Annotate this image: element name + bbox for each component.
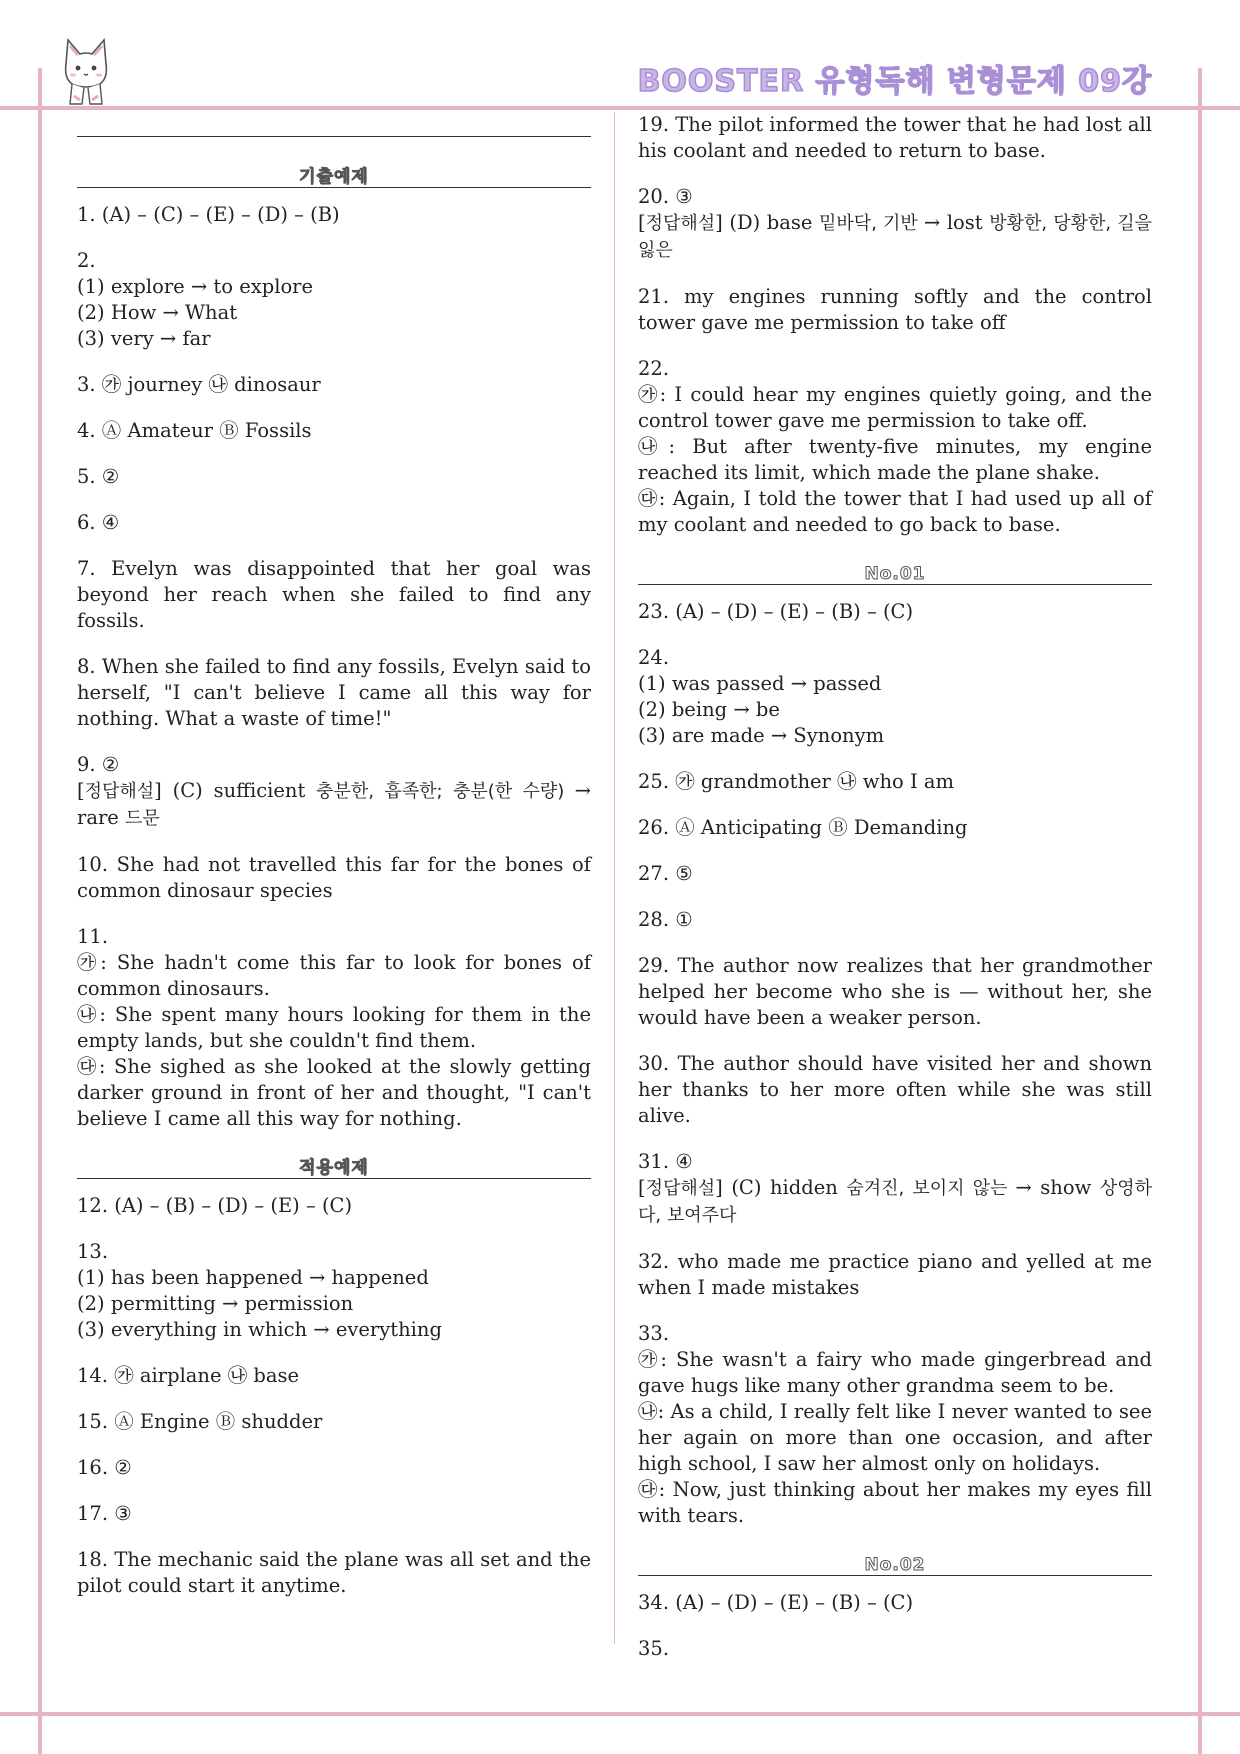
answer-line: 18. The mechanic said the plane was all set and the pilot could start it anytime.: [77, 1548, 591, 1597]
answer-line: ㉰: Again, I told the tower that I had used up all of my coolant and needed to go back to base.: [638, 487, 1152, 536]
answer-line: 2.: [77, 249, 96, 272]
answer-item: [77, 248, 591, 352]
answer-item: [638, 184, 1152, 264]
answer-line: 24.: [638, 646, 670, 669]
answer-line: 20. ③: [638, 185, 693, 208]
answer-line: 14. ㉮ airplane ㉯ base: [77, 1364, 300, 1387]
answer-line: 30. The author should have visited her and shown her thanks to her more often while she was still alive.: [638, 1052, 1152, 1127]
answer-item: [638, 953, 1152, 1031]
answer-line: 26. Ⓐ Anticipating Ⓑ Demanding: [638, 816, 968, 839]
answer-line: 5. ②: [77, 465, 120, 488]
answer-line: (3) are made → Synonym: [638, 724, 885, 747]
right-column: [638, 112, 1152, 1682]
answer-item: [77, 464, 591, 490]
answer-item: [77, 372, 591, 398]
frame-line-left: [38, 68, 42, 1754]
answer-item: [77, 1501, 591, 1527]
answer-item: [77, 654, 591, 732]
answer-line: 31. ④: [638, 1150, 693, 1173]
answer-line: [정답해설] (C) hidden 숨겨진, 보이지 않는 → show 상영하다, 보여주다: [638, 1176, 1152, 1226]
answer-line: 16. ②: [77, 1456, 132, 1479]
right-intro-items: [638, 112, 1152, 538]
answer-line: ㉮: She hadn't come this far to look for bones of common dinosaurs.: [77, 951, 591, 1000]
answer-line: (1) explore → to explore: [77, 275, 314, 298]
answer-line: ㉮: She wasn't a fairy who made gingerbread and gave hugs like many other grandma seem to be.: [638, 1348, 1152, 1397]
section-header: [638, 1549, 1152, 1576]
answer-item: [77, 1363, 591, 1389]
answer-item: [638, 356, 1152, 538]
frame-line-top: [0, 106, 1240, 110]
answer-item: [638, 1321, 1152, 1529]
answer-item: [77, 510, 591, 536]
answer-line: (3) very → far: [77, 327, 211, 350]
section-label: 적용예제: [299, 1158, 369, 1178]
section-label: 기출예제: [299, 167, 369, 187]
answer-item: [77, 1239, 591, 1343]
answer-line: 9. ②: [77, 753, 120, 776]
answer-item: [638, 599, 1152, 625]
answer-line: (2) being → be: [638, 698, 780, 721]
answer-line: 15. Ⓐ Engine Ⓑ shudder: [77, 1410, 323, 1433]
answer-line: 17. ③: [77, 1502, 132, 1525]
answer-item: [638, 769, 1152, 795]
answer-line: 6. ④: [77, 511, 120, 534]
answer-item: [77, 202, 591, 228]
answer-line: ㉰: She sighed as she looked at the slowly getting darker ground in front of her and thought, "I can't believe I came all this way for nothing.: [77, 1055, 591, 1130]
answer-line: 23. (A) – (D) – (E) – (B) – (C): [638, 600, 914, 623]
header-title: BOOSTER 유형독해 변형문제 09강: [637, 64, 1152, 99]
answer-line: 12. (A) – (B) – (D) – (E) – (C): [77, 1194, 353, 1217]
answer-line: 3. ㉮ journey ㉯ dinosaur: [77, 373, 321, 396]
column-divider: [614, 112, 615, 1644]
answer-item: [77, 924, 591, 1132]
answer-line: 29. The author now realizes that her grandmother helped her become who she is — without her, she would have been a weaker person.: [638, 954, 1152, 1029]
answer-item: [638, 1636, 1152, 1662]
answer-line: 1. (A) – (C) – (E) – (D) – (B): [77, 203, 340, 226]
answer-line: 33.: [638, 1322, 670, 1345]
answer-item: [638, 907, 1152, 933]
answer-item: [77, 752, 591, 832]
frame-line-right: [1198, 68, 1202, 1754]
section-header: [77, 1152, 591, 1179]
answer-item: [638, 861, 1152, 887]
left-column: [77, 112, 591, 1619]
cat-logo-icon: [56, 34, 116, 106]
answer-line: 22.: [638, 357, 670, 380]
answer-line: ㉮: I could hear my engines quietly going, and the control tower gave me permission to take off.: [638, 383, 1152, 432]
answer-line: 7. Evelyn was disappointed that her goal was beyond her reach when she failed to find any fossils.: [77, 557, 591, 632]
answer-line: 21. my engines running softly and the control tower gave me permission to take off: [638, 285, 1152, 334]
answer-line: ㉰: Now, just thinking about her makes my eyes fill with tears.: [638, 1478, 1152, 1527]
frame-line-bottom: [0, 1712, 1240, 1716]
answer-line: 10. She had not travelled this far for the bones of common dinosaur species: [77, 853, 591, 902]
section-header: [77, 161, 591, 188]
answer-line: 27. ⑤: [638, 862, 693, 885]
answer-line: 28. ①: [638, 908, 693, 931]
answer-line: (1) has been happened → happened: [77, 1266, 429, 1289]
answer-line: 11.: [77, 925, 109, 948]
answer-item: [77, 556, 591, 634]
answer-item: [638, 112, 1152, 164]
answer-line: (1) was passed → passed: [638, 672, 882, 695]
answer-item: [77, 852, 591, 904]
answer-line: [정답해설] (D) base 밑바닥, 기반 → lost 방황한, 당황한, 길을 잃은: [638, 211, 1152, 261]
section-label: No.01: [864, 564, 926, 584]
answer-item: [77, 1547, 591, 1599]
answer-item: [638, 645, 1152, 749]
answer-line: 35.: [638, 1637, 670, 1660]
answer-line: 25. ㉮ grandmother ㉯ who I am: [638, 770, 954, 793]
answer-line: [정답해설] (C) sufficient 충분한, 흡족한; 충분(한 수량) → rare 드문: [77, 779, 591, 829]
top-rule: [77, 112, 591, 137]
answer-item: [638, 1149, 1152, 1229]
answer-item: [638, 1249, 1152, 1301]
answer-line: (2) How → What: [77, 301, 238, 324]
answer-line: 8. When she failed to find any fossils, Evelyn said to herself, "I can't believe I came all this way for nothing. What a waste of time!": [77, 655, 591, 730]
answer-item: [638, 284, 1152, 336]
answer-line: ㉯: But after twenty-five minutes, my engine reached its limit, which made the plane shake.: [638, 435, 1152, 484]
answer-item: [638, 1051, 1152, 1129]
answer-line: 32. who made me practice piano and yelled at me when I made mistakes: [638, 1250, 1152, 1299]
section-label: No.02: [864, 1555, 926, 1575]
answer-line: ㉯: She spent many hours looking for them in the empty lands, but she couldn't find them.: [77, 1003, 591, 1052]
answer-line: 34. (A) – (D) – (E) – (B) – (C): [638, 1591, 914, 1614]
answer-line: 13.: [77, 1240, 109, 1263]
answer-item: [77, 1193, 591, 1219]
section-header: [638, 558, 1152, 585]
answer-line: (3) everything in which → everything: [77, 1318, 442, 1341]
answer-line: 4. Ⓐ Amateur Ⓑ Fossils: [77, 419, 312, 442]
answer-item: [77, 1455, 591, 1481]
answer-line: ㉯: As a child, I really felt like I never wanted to see her again on more than one occasion, and after high school, I saw her almost only on holidays.: [638, 1400, 1152, 1475]
answer-item: [638, 815, 1152, 841]
answer-item: [77, 418, 591, 444]
answer-line: (2) permitting → permission: [77, 1292, 354, 1315]
answer-line: 19. The pilot informed the tower that he had lost all his coolant and needed to return to base.: [638, 113, 1152, 162]
answer-item: [77, 1409, 591, 1435]
answer-item: [638, 1590, 1152, 1616]
